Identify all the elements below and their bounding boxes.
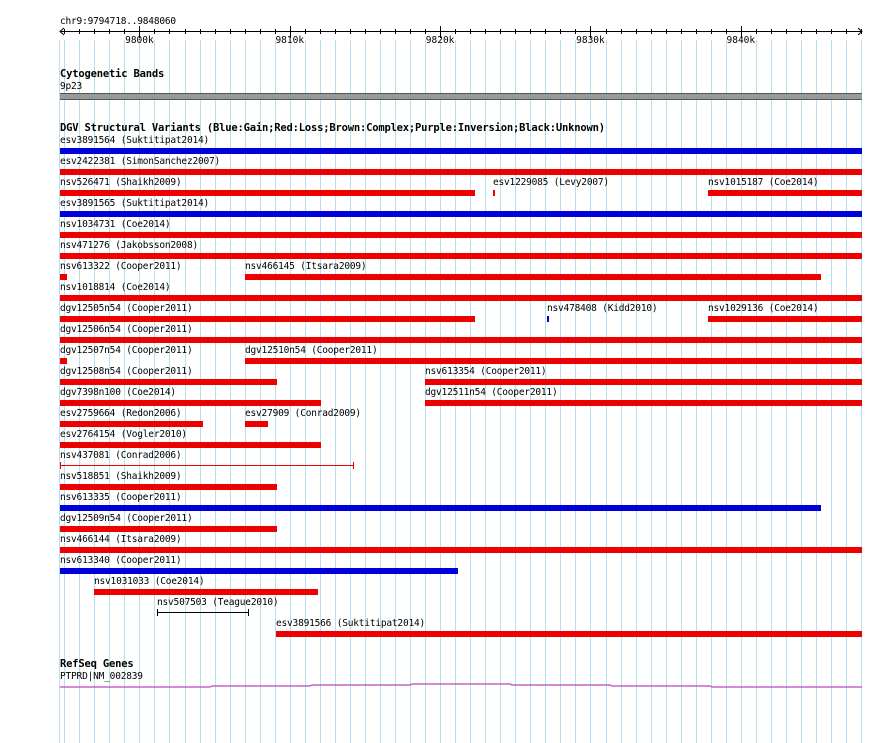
variant-bar[interactable] xyxy=(425,379,862,385)
variant-bar[interactable] xyxy=(60,526,277,532)
variant-bar[interactable] xyxy=(60,295,862,301)
variant-label[interactable]: dgv12506n54 (Cooper2011) xyxy=(60,324,193,335)
variant-label[interactable]: esv2422381 (SimonSanchez2007) xyxy=(60,156,221,167)
variant-label[interactable]: dgv12509n54 (Cooper2011) xyxy=(60,513,193,524)
ruler-tick-label: 9820k xyxy=(425,35,455,46)
variant-label[interactable]: dgv7398n100 (Coe2014) xyxy=(60,387,176,398)
ruler-tick-label: 9810k xyxy=(275,35,305,46)
variant-bar[interactable] xyxy=(60,316,475,322)
variant-label[interactable]: esv3891565 (Suktitipat2014) xyxy=(60,198,210,209)
variant-bar[interactable] xyxy=(493,190,495,196)
variant-label[interactable]: nsv1029136 (Coe2014) xyxy=(708,303,819,314)
variant-label[interactable]: esv1229085 (Levy2007) xyxy=(493,177,609,188)
variant-label[interactable]: esv2764154 (Vogler2010) xyxy=(60,429,187,440)
variant-bar[interactable] xyxy=(60,148,862,154)
variant-bar[interactable] xyxy=(60,442,321,448)
variant-bar[interactable] xyxy=(60,169,862,175)
variant-bar[interactable] xyxy=(94,589,318,595)
dgv-track-title[interactable]: DGV Structural Variants (Blue:Gain;Red:Loss;Brown:Complex;Purple:Inversion;Black:Unknown) xyxy=(60,122,605,134)
refseq-gene-label[interactable]: PTPRD|NM_002839 xyxy=(60,671,143,682)
variant-label[interactable]: dgv12507n54 (Cooper2011) xyxy=(60,345,193,356)
variant-label[interactable]: nsv518851 (Shaikh2009) xyxy=(60,471,182,482)
cytoband-label: 9p23 xyxy=(60,81,83,92)
variant-bar[interactable] xyxy=(276,631,862,637)
variant-bar[interactable] xyxy=(60,547,862,553)
ruler-tick-label: 9800k xyxy=(125,35,154,46)
variant-label[interactable]: nsv1018814 (Coe2014) xyxy=(60,282,171,293)
variant-bar[interactable] xyxy=(60,400,321,406)
variant-label[interactable]: nsv471276 (Jakobsson2008) xyxy=(60,240,198,251)
refseq-track-title[interactable]: RefSeq Genes xyxy=(60,658,134,670)
variant-bar[interactable] xyxy=(60,274,67,280)
variant-label[interactable]: dgv12505n54 (Cooper2011) xyxy=(60,303,193,314)
variant-bar[interactable] xyxy=(245,358,862,364)
variant-label[interactable]: dgv12510n54 (Cooper2011) xyxy=(245,345,378,356)
variant-bar[interactable] xyxy=(60,232,862,238)
variant-bar[interactable] xyxy=(60,337,862,343)
variant-bar[interactable] xyxy=(60,568,458,574)
variant-label[interactable]: nsv613340 (Cooper2011) xyxy=(60,555,182,566)
variant-bar[interactable] xyxy=(60,253,862,259)
variant-label[interactable]: nsv1015187 (Coe2014) xyxy=(708,177,819,188)
variant-label[interactable]: nsv466144 (Itsara2009) xyxy=(60,534,182,545)
variant-bar[interactable] xyxy=(425,400,862,406)
variant-label[interactable]: nsv1034731 (Coe2014) xyxy=(60,219,171,230)
variant-bar[interactable] xyxy=(708,316,862,322)
ruler-tick-label: 9830k xyxy=(576,35,605,46)
ruler-tick-label: 9840k xyxy=(726,35,756,46)
variant-label[interactable]: nsv613322 (Cooper2011) xyxy=(60,261,182,272)
variant-label[interactable]: nsv526471 (Shaikh2009) xyxy=(60,177,182,188)
cytoband-bar[interactable] xyxy=(60,93,862,100)
variant-label[interactable]: nsv1031033 (Coe2014) xyxy=(94,576,205,587)
variant-label[interactable]: esv2759664 (Redon2006) xyxy=(60,408,182,419)
variant-label[interactable]: esv3891566 (Suktitipat2014) xyxy=(276,618,426,629)
variant-bar[interactable] xyxy=(60,190,475,196)
variant-bar[interactable] xyxy=(60,505,821,511)
variant-bar[interactable] xyxy=(60,484,277,490)
variant-label[interactable]: dgv12508n54 (Cooper2011) xyxy=(60,366,193,377)
variant-label[interactable]: nsv478408 (Kidd2010) xyxy=(547,303,658,314)
variant-bar[interactable] xyxy=(157,609,249,616)
variant-label[interactable]: dgv12511n54 (Cooper2011) xyxy=(425,387,558,398)
variant-label[interactable]: nsv507503 (Teague2010) xyxy=(157,597,279,608)
variant-bar[interactable] xyxy=(60,211,862,217)
variant-label[interactable]: nsv613335 (Cooper2011) xyxy=(60,492,182,503)
variant-bar[interactable] xyxy=(547,316,549,322)
cytoband-track-title[interactable]: Cytogenetic Bands xyxy=(60,68,165,80)
variant-bar[interactable] xyxy=(60,379,277,385)
position-label: chr9:9794718..9848060 xyxy=(60,16,176,27)
variant-label[interactable]: nsv437081 (Conrad2006) xyxy=(60,450,182,461)
variant-bar[interactable] xyxy=(245,421,268,427)
variant-label[interactable]: nsv466145 (Itsara2009) xyxy=(245,261,367,272)
variant-bar[interactable] xyxy=(245,274,821,280)
variant-bar[interactable] xyxy=(60,462,354,469)
variant-label[interactable]: esv27909 (Conrad2009) xyxy=(245,408,361,419)
variant-bar[interactable] xyxy=(60,358,67,364)
variant-label[interactable]: nsv613354 (Cooper2011) xyxy=(425,366,547,377)
variant-bar[interactable] xyxy=(708,190,862,196)
variant-bar[interactable] xyxy=(60,421,203,427)
variant-label[interactable]: esv3891564 (Suktitipat2014) xyxy=(60,135,210,146)
